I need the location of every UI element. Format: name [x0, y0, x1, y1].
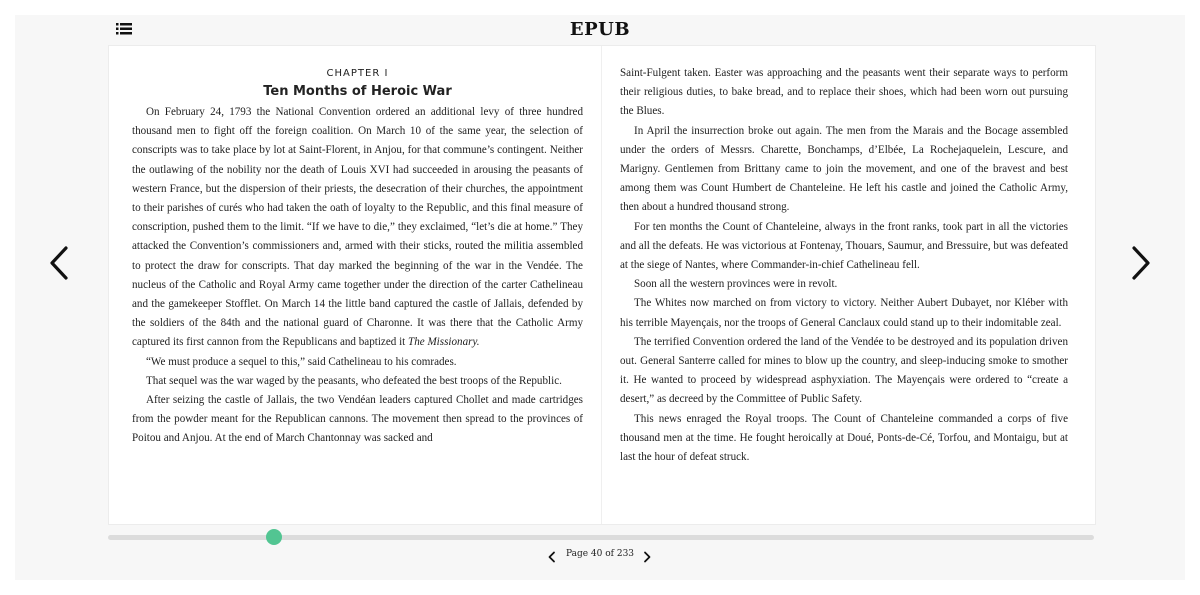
page-pager	[540, 546, 660, 562]
progress-slider-thumb[interactable]	[266, 529, 282, 545]
chevron-left-icon	[547, 551, 557, 563]
paragraph: In April the insurrection broke out again. The men from the Marais and the Bocage assembled under the orders of Messrs. Charette, Bonchamps, d’Elbée, La Rochejaquelein, Lescure, and Marigny. Gentlemen from Brittany came to join the movement, and one of the bravest and best among them was Count Humbert de Chanteleine. He left his castle and joined the Catholic Army, then about a hundred thousand strong.	[620, 124, 1068, 214]
page-indicator: Page 40 of 233	[565, 549, 635, 559]
paragraph: The Whites now marched on from victory to victory. Neither Aubert Dubayet, nor Kléber with his terrible Mayençais, nor the troops of General Canclaux could stand up to their indomitable zeal.	[620, 297, 1068, 329]
paragraph: After seizing the castle of Jallais, the two Vendéan leaders captured Chollet and made cartridges from the powder meant for the Republican cannons. The movement then spread to the provinces of Poitou and Anjou. At the end of March Chantonnay was sacked and	[132, 394, 583, 445]
chevron-left-icon	[48, 245, 72, 281]
paragraph: This news enraged the Royal troops. The Count of Chanteleine commanded a corps of five thousand men at the time. He fought heroically at Doué, Ponts-de-Cé, Torfou, and Montaigu, but at last the hour of defeat struck.	[620, 412, 1068, 464]
paragraph: Saint-Fulgent taken. Easter was approaching and the peasants went their separate ways to perform their religious duties, to bake bread, and to replace their shoes, which had been worn out pursuing the Blues.	[620, 67, 1068, 118]
chevron-right-icon	[642, 551, 652, 563]
pager-previous-button[interactable]	[547, 548, 557, 560]
chapter-title: Ten Months of Heroic War	[263, 84, 452, 99]
previous-page-button[interactable]	[48, 245, 72, 281]
paragraph: That sequel was the war waged by the peasants, who defeated the best troops of the Republic.	[146, 374, 562, 387]
paragraph: Soon all the western provinces were in revolt.	[634, 278, 838, 291]
paragraph: “We must produce a sequel to this,” said Cathelineau to his comrades.	[146, 355, 457, 368]
pager-next-button[interactable]	[642, 548, 652, 560]
chapter-label: CHAPTER I	[326, 68, 389, 79]
paragraph: On February 24, 1793 the National Convention ordered an additional levy of three hundred thousand men to fight off the foreign coalition. On March 10 of the same year, the selection of conscripts was to take place by lot at Saint-Florent, in Anjou, for that commune’s contingent. Neither the outlawing of the nobility nor the death of Louis XVI had succeeded in arousing the peasants of western France, but the dispersion of their priests, the desecration of their churches, the appointment to their parishes of curés who had taken the oath of loyalty to the Republic, and this final measure of conscription, pushed them to the limit. “If we have to die,” they exclaimed, “let’s die at home.” They attacked the Convention’s commissioners and, armed with their sticks, routed the militia assembled to protect the draw for conscripts. That day marked the beginning of the war in the Vendée. The nucleus of the Catholic and Royal Army came together under the direction of the carter Cathelineau and the gamekeeper Stofflet. On March 14 the little band captured the castle of Jallais, defended by the soldiers of the 84th and the national guard of Charonne. It was there that the Catholic Army captured its first cannon from the Republicans and baptized it The Missionary.	[132, 106, 583, 349]
paragraph: For ten months the Count of Chanteleine, always in the front ranks, took part in all the victories and all the defeats. He was victorious at Fontenay, Thouars, Saumur, and Bressuire, but was defeated at the siege of Nantes, where Commander-in-chief Cathelineau fell.	[620, 220, 1068, 272]
page-divider	[601, 46, 602, 524]
left-page	[132, 64, 583, 449]
progress-slider[interactable]	[108, 535, 1094, 540]
next-page-button[interactable]	[1128, 245, 1152, 281]
right-page	[620, 64, 1068, 467]
app-title: EPUB	[569, 19, 631, 40]
chevron-right-icon	[1128, 245, 1152, 281]
book-spread	[108, 45, 1096, 525]
paragraph: The terrified Convention ordered the land of the Vendée to be destroyed and its population driven out. General Santerre called for mines to blow up the country, and sleep-inducing smoke to smother it. He wanted to proceed by widespread asphyxiation. The Mayençais were ordered to “create a desert,” as decreed by the Committee of Public Safety.	[620, 335, 1068, 406]
